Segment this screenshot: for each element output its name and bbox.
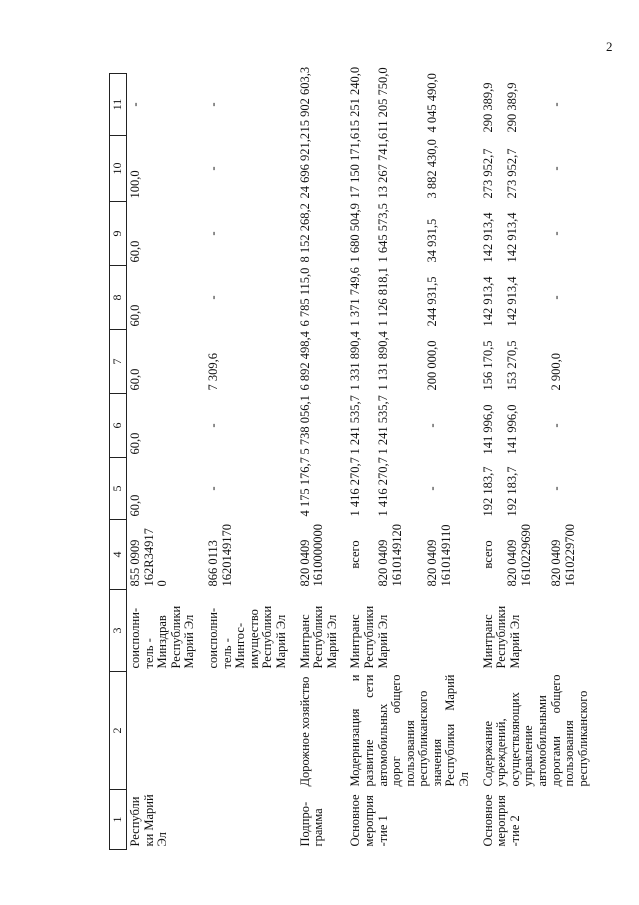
cell-code: 820 0409 1610149110 xyxy=(425,524,453,587)
table-row xyxy=(480,74,505,850)
cell-value: 192 183,7 xyxy=(505,466,520,517)
budget-table xyxy=(109,66,592,850)
cell-value: 290 389,9 xyxy=(480,82,495,133)
cell-value: 34 931,5 xyxy=(425,218,440,263)
cell-value: 1 416 270,7 xyxy=(376,457,391,517)
cell-value: - xyxy=(425,423,440,428)
cell-code: 855 0909 162R349170 xyxy=(128,528,170,587)
header-cell: 8 xyxy=(110,266,127,330)
cell-value: 60,0 xyxy=(128,494,142,517)
cell-value: - xyxy=(549,423,564,428)
header-cell: 5 xyxy=(110,458,127,520)
cell-value: - xyxy=(205,166,220,171)
cell-value: - xyxy=(205,423,220,428)
cell-name: Модернизация и развитие сети автомобильных дорог общего пользования республиканского значения Республики Марий Эл xyxy=(348,674,472,787)
cell-value: 141 996,0 xyxy=(480,404,495,455)
cell-value: 13 267 741,6 xyxy=(376,132,391,199)
cell-value: 1 131 890,4 xyxy=(376,331,391,391)
cell-value: 4 175 176,7 xyxy=(297,457,312,517)
cell-name: Дорожное хозяйство xyxy=(297,676,312,787)
cell-value: 1 371 749,6 xyxy=(348,267,363,327)
table-row xyxy=(205,74,291,850)
header-cell: 7 xyxy=(110,330,127,394)
rotated-table-container xyxy=(109,66,599,850)
cell-value: - xyxy=(549,166,564,171)
cell-value: 6 785 115,0 xyxy=(297,267,312,327)
cell-value: 1 331 890,4 xyxy=(348,331,363,391)
header-cell: 9 xyxy=(110,202,127,266)
cell-executor: Минтранс Республики Марий Эл xyxy=(348,605,390,669)
cell-code: 820 0409 1610149120 xyxy=(376,524,404,587)
cell-value: - xyxy=(549,295,564,300)
cell-code: 866 0113 1620149170 xyxy=(205,524,234,587)
page-number: 2 xyxy=(606,39,613,54)
cell-name xyxy=(127,672,199,790)
cell-value: 200 000,0 xyxy=(425,340,440,391)
cell-value: 1 416 270,7 xyxy=(348,457,363,517)
cell-value: 7 309,6 xyxy=(205,353,220,391)
header-cell: 6 xyxy=(110,394,127,458)
cell-code: всего xyxy=(348,540,363,569)
header-cell: 1 xyxy=(110,790,127,850)
cell-value: - xyxy=(549,102,564,107)
cell-name: Содержание учреждений, осуществляющих управление автомобильными дорогами общего пользования республиканского xyxy=(480,674,590,787)
cell-value: 142 913,4 xyxy=(480,212,495,263)
cell-value: 15 902 603,3 xyxy=(297,66,312,133)
cell-value: 290 389,9 xyxy=(505,82,520,133)
cell-value: 24 696 921,2 xyxy=(297,132,312,199)
cell-value: 6 892 498,4 xyxy=(297,331,312,391)
cell-value: - xyxy=(549,231,564,236)
cell-value: 141 996,0 xyxy=(505,404,520,455)
header-row xyxy=(110,74,127,850)
cell-value: 3 882 430,0 xyxy=(425,139,440,199)
cell-subject: Республики Марий Эл xyxy=(128,794,170,847)
cell-executor: соисполни-тель - Мингос-имущество Республики Марий Эл xyxy=(205,605,288,669)
cell-code: 820 0409 1610229700 xyxy=(549,524,578,587)
header-cell: 4 xyxy=(110,520,127,590)
cell-subject: Основное мероприя-тие 1 xyxy=(348,794,390,847)
header-cell: 2 xyxy=(110,672,127,790)
cell-value: - xyxy=(205,231,220,236)
header-cell: 10 xyxy=(110,136,127,202)
cell-value: - xyxy=(128,102,142,107)
cell-value: 1 680 504,9 xyxy=(348,203,363,263)
cell-value: 156 170,5 xyxy=(480,340,495,391)
cell-value: 142 913,4 xyxy=(505,212,520,263)
cell-value: 273 952,7 xyxy=(480,148,495,199)
table-row xyxy=(127,74,199,850)
cell-value: 142 913,4 xyxy=(505,276,520,327)
table-header xyxy=(110,74,127,850)
cell-executor: Минтранс Республики Марий Эл xyxy=(297,605,339,669)
cell-value: 1 241 535,7 xyxy=(376,395,391,455)
cell-value: 4 045 490,0 xyxy=(425,73,440,133)
header-cell: 11 xyxy=(110,74,127,136)
cell-value: 15 251 240,0 xyxy=(348,66,363,133)
cell-value: 244 931,5 xyxy=(425,276,440,327)
cell-value: - xyxy=(549,486,564,491)
cell-value: 60,0 xyxy=(128,240,142,263)
cell-value: 2 900,0 xyxy=(549,353,564,391)
cell-value: 100,0 xyxy=(128,170,142,199)
cell-value: 273 952,7 xyxy=(505,148,520,199)
cell-code: всего xyxy=(480,540,495,569)
cell-value: 5 738 056,1 xyxy=(297,395,312,455)
cell-subject: Подпро-грамма xyxy=(297,801,326,847)
cell-value: 11 205 750,0 xyxy=(376,67,391,133)
cell-value: - xyxy=(205,102,220,107)
table-body xyxy=(127,66,593,850)
cell-value: 17 150 171,6 xyxy=(348,132,363,199)
cell-value: 1 645 573,5 xyxy=(376,203,391,263)
cell-value: - xyxy=(205,486,220,491)
header-cell: 3 xyxy=(110,590,127,672)
cell-value: 8 152 268,2 xyxy=(297,203,312,263)
table-row xyxy=(347,74,375,850)
cell-value: 153 270,5 xyxy=(505,340,520,391)
cell-value: 60,0 xyxy=(128,368,142,391)
cell-code: 820 0409 1610000000 xyxy=(297,524,326,587)
table-row xyxy=(297,74,342,850)
cell-value: 192 183,7 xyxy=(480,466,495,517)
cell-value: 1 126 818,1 xyxy=(376,267,391,327)
cell-subject: Основное мероприя-тие 2 xyxy=(480,794,522,847)
cell-name xyxy=(205,672,291,790)
cell-executor: соисполни-тель - Минздрав Республики Марий Эл xyxy=(128,605,197,669)
cell-value: 142 913,4 xyxy=(480,276,495,327)
cell-value: 1 241 535,7 xyxy=(348,395,363,455)
cell-value: - xyxy=(425,486,440,491)
cell-executor: Минтранс Республики Марий Эл xyxy=(480,605,522,669)
cell-code: 820 0409 1610229690 xyxy=(505,524,534,587)
cell-value: 60,0 xyxy=(128,304,142,327)
cell-value: - xyxy=(205,295,220,300)
cell-subject xyxy=(205,790,291,850)
cell-value: 60,0 xyxy=(128,432,142,455)
